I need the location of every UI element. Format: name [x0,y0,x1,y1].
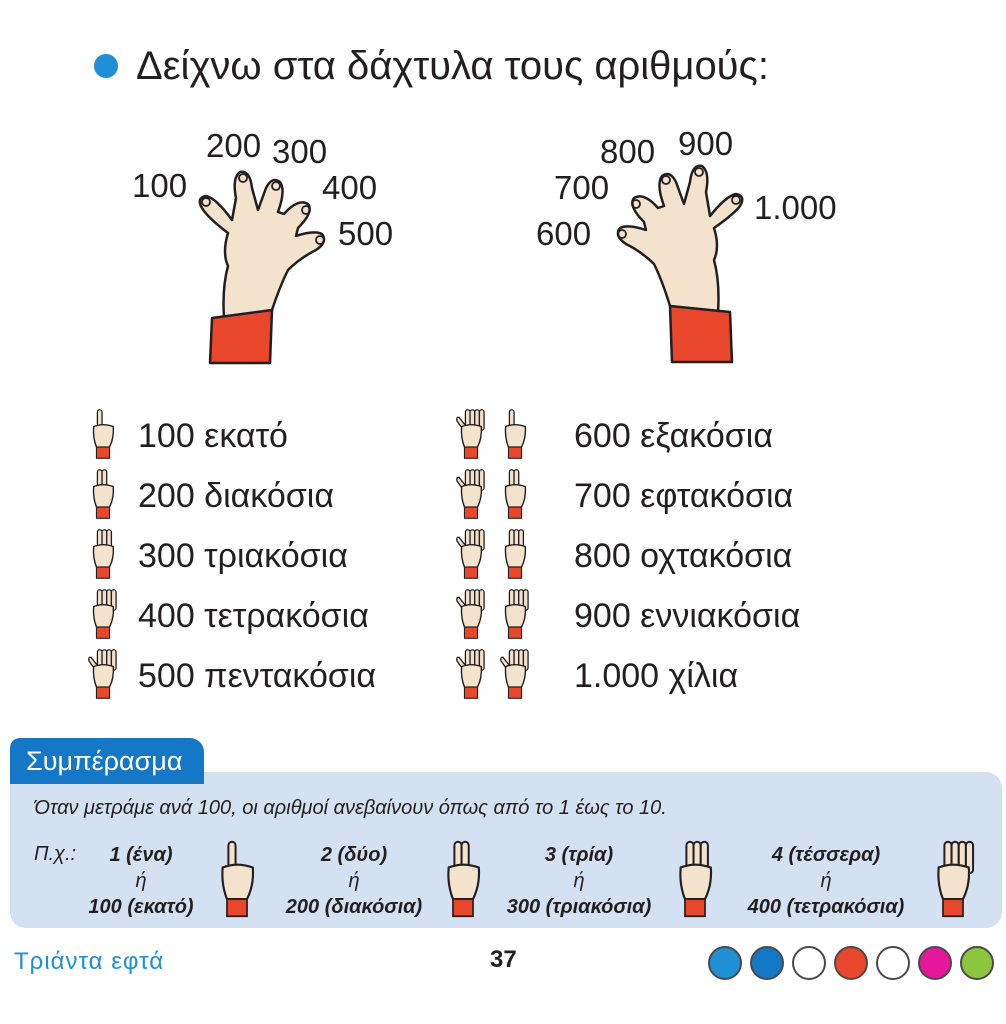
hand-icon-group [82,586,132,646]
hand-icon [88,586,118,647]
list-item [82,646,422,706]
hand-icon-group [82,526,132,586]
example-item [728,842,924,920]
list-item [82,406,422,466]
number-word: 300 τριακόσια [138,537,348,575]
right-hand-number-900: 900 [678,125,734,162]
example-bottom: 200 (διακόσια) [285,896,423,918]
number-word: 500 πεντακόσια [138,657,377,695]
conclusion-text: Όταν μετράμε ανά 100, οι αριθμοί ανεβαίνουν όπως από το 1 έως το 10. [34,797,667,819]
color-dot [960,946,994,980]
hand-icon [456,646,486,707]
example-bottom: 100 (εκατό) [88,896,194,918]
list-item [82,586,422,646]
hand-icon [456,586,486,647]
example-top: 3 (τρία) [544,844,614,866]
list-item [456,586,856,646]
example-hand-icon [930,836,980,926]
hand-icon-group [456,406,556,466]
hand-icon [456,466,486,527]
color-dot [834,946,868,980]
number-word: 600 εξακόσια [574,417,773,455]
example-or: ή [135,870,147,892]
number-word: 900 εννιακόσια [574,597,801,635]
color-dot [876,946,910,980]
number-word: 1.000 χίλια [574,657,739,695]
number-word: 400 τετρακόσια [138,597,369,635]
right-hand-number-700: 700 [554,169,610,206]
hand-icon-group [82,646,132,706]
example-hand-icon [672,836,722,926]
list-item [456,406,856,466]
hand-icon [456,406,486,467]
hand-icon [500,526,530,587]
right-hand-number-1000: 1.000 [754,189,837,226]
left-hand-number-100: 100 [132,167,188,204]
hand-icon-group [456,466,556,526]
left-hand-number-400: 400 [322,169,378,206]
right-hand-number-800: 800 [600,133,656,170]
example-or: ή [573,870,585,892]
example-top: 4 (τέσσερα) [771,844,881,866]
example-bottom: 400 (τετρακόσια) [747,896,905,918]
hand-icon-group [82,466,132,526]
hand-icon-group [82,406,132,466]
example-bottom: 300 (τριακόσια) [506,896,652,918]
left-hand-number-200: 200 [206,127,262,164]
left-hand-illustration [188,158,338,368]
list-item [456,526,856,586]
number-word: 100 εκατό [138,417,288,455]
right-hand-number-600: 600 [536,215,592,252]
list-item [456,646,856,706]
color-dot [708,946,742,980]
example-item [270,842,438,920]
color-dot [918,946,952,980]
hand-icon [500,646,530,707]
example-or: ή [348,870,360,892]
page-heading: Δείχνω στα δάχτυλα τους αριθμούς: [136,44,769,88]
hand-icon-group [456,586,556,646]
example-label: Π.χ.: [34,843,77,865]
hand-icon [88,406,118,467]
right-hand-illustration [604,150,754,365]
example-item [74,842,208,920]
hand-icon-group [456,526,556,586]
hand-icon [500,466,530,527]
left-hand-number-300: 300 [272,133,328,170]
conclusion-tab: Συμπέρασμα [10,738,204,784]
example-top: 1 (ένα) [109,844,173,866]
list-item [82,526,422,586]
example-top: 2 (δύο) [320,844,388,866]
number-word: 200 διακόσια [138,477,334,515]
example-hand-icon [214,836,264,926]
hand-icon [88,466,118,527]
number-word: 700 εφτακόσια [574,477,794,515]
hand-icon [88,646,118,707]
hand-icon [500,586,530,647]
example-hand-icon [440,836,490,926]
number-word: 800 οχτακόσια [574,537,793,575]
color-dot [792,946,826,980]
page-number: 37 [490,946,517,973]
example-or: ή [820,870,832,892]
hand-icon-group [456,646,556,706]
color-dot [750,946,784,980]
list-item [456,466,856,526]
page-number-words: Τριάντα εφτά [14,948,165,975]
hand-icon [88,526,118,587]
bullet-dot [94,54,118,78]
hand-icon [456,526,486,587]
left-hand-number-500: 500 [338,215,394,252]
hand-icon [500,406,530,467]
example-item [490,842,668,920]
list-item [82,466,422,526]
